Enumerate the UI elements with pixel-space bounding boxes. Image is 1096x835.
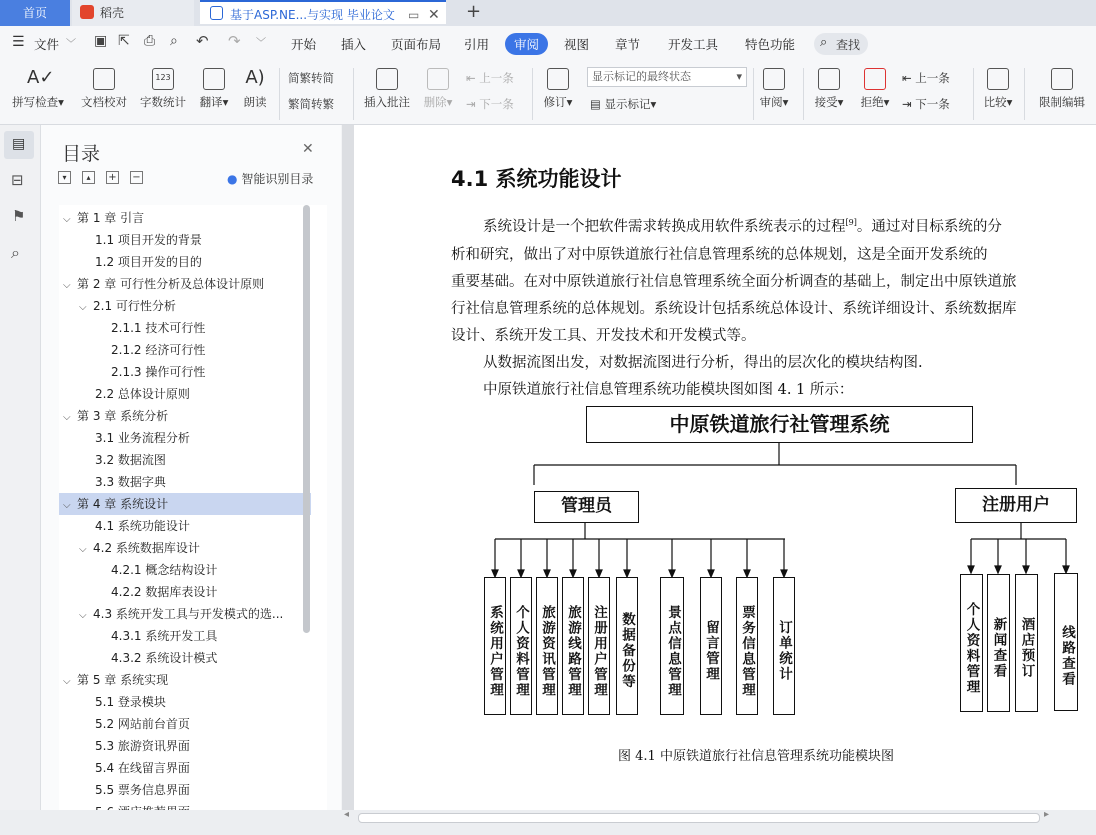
next-label: 下一条	[479, 97, 514, 111]
toc-item-label: 5.5 票务信息界面	[95, 783, 190, 797]
toc-icon: ▤	[12, 136, 26, 152]
print-preview-icon[interactable]: ⌕	[170, 33, 178, 49]
ribbon-divider	[973, 68, 974, 120]
toc-item-label: 2.1.3 操作可行性	[111, 365, 206, 379]
toc-item-label: 1.1 项目开发的背景	[95, 233, 202, 247]
user-module-node: 酒店预订	[1015, 574, 1038, 712]
toc-item[interactable]	[59, 273, 311, 295]
next-change-icon: ⇥	[902, 97, 916, 111]
toc-item[interactable]	[59, 669, 311, 691]
toc-item[interactable]	[59, 471, 311, 493]
scroll-right-icon[interactable]: ▸	[1044, 809, 1050, 820]
toc-item[interactable]	[59, 339, 311, 361]
tab-daoke[interactable]	[72, 0, 194, 26]
smart-toc-icon: ●	[227, 172, 238, 186]
paragraph-line: 析和研究，做出了对中原铁道旅行社信息管理系统的总体规划，这是全面开发系统的	[451, 247, 988, 263]
expand-caret-icon[interactable]: ⌵	[63, 676, 71, 687]
toc-item[interactable]	[59, 493, 311, 515]
next-icon: ⇥	[466, 97, 480, 111]
review-pane-label: 审阅	[759, 95, 783, 109]
toc-item-label: 5.4 在线留言界面	[95, 761, 190, 775]
delete-comment-label: 删除	[423, 95, 447, 109]
prev-comment-button[interactable]	[466, 70, 514, 86]
toc-scrollbar[interactable]	[303, 205, 310, 633]
scroll-left-icon[interactable]: ◂	[344, 809, 350, 820]
toc-item-label: 2.2 总体设计原则	[95, 387, 190, 401]
show-markup-label: 显示标记	[604, 97, 651, 111]
tab-document-label: 基于ASP.NE...与实现 毕业论文	[230, 8, 395, 22]
menu-developer[interactable]: 开发工具	[668, 37, 719, 52]
redo-icon[interactable]: ↷	[228, 32, 241, 50]
paragraph-line: 中原铁道旅行社信息管理系统功能模块图如图 4. 1 所示：	[483, 382, 854, 398]
toc-item[interactable]	[59, 603, 311, 625]
lock-icon	[1051, 68, 1073, 90]
search-button[interactable]	[814, 33, 868, 55]
admin-module-node: 票务信息管理	[736, 577, 758, 715]
word-count-label: 字数统计	[140, 95, 186, 109]
toc-item-label: 第 2 章 可行性分析及总体设计原则	[77, 277, 265, 291]
simp-icon: 繁	[288, 97, 300, 111]
ribbon-review	[0, 62, 1096, 125]
root-node: 中原铁道旅行社管理系统	[586, 406, 973, 443]
translate-label: 翻译	[199, 95, 223, 109]
show-markup-button[interactable]: ▤ 显示标记▾	[590, 97, 657, 111]
read-aloud-icon: A)	[245, 67, 265, 88]
revise-icon	[547, 68, 569, 90]
collapse-all-icon[interactable]: ▴	[82, 171, 95, 184]
admin-module-node: 注册用户管理	[588, 577, 610, 715]
word-count-icon: 123	[152, 68, 174, 90]
doc-proof-icon	[93, 68, 115, 90]
toc-item-label: 4.3 系统开发工具与开发模式的选...	[93, 607, 284, 621]
trad-to-simp-button[interactable]	[288, 70, 334, 86]
ribbon-divider	[803, 68, 804, 120]
menu-bar	[0, 26, 1096, 62]
close-tab-icon[interactable]: ✕	[428, 7, 440, 23]
menu-insert[interactable]: 插入	[341, 37, 367, 52]
next-change-label: 下一条	[915, 97, 950, 111]
export-icon[interactable]: ⇱	[118, 33, 130, 49]
daoke-logo-icon	[80, 5, 94, 19]
paragraph-text: 。通过对目标系统的分	[856, 219, 1002, 235]
toc-item[interactable]	[59, 207, 311, 229]
next-comment-button[interactable]	[466, 96, 514, 112]
citation: [9]	[845, 218, 857, 228]
toc-nav-button[interactable]	[4, 131, 34, 159]
toc-item[interactable]	[59, 625, 311, 647]
toc-item[interactable]	[59, 317, 311, 339]
ribbon-divider	[279, 68, 280, 120]
toc-item-label: 4.2.1 概念结构设计	[111, 563, 218, 577]
review-pane-button[interactable]: 审阅▾	[756, 68, 792, 110]
restrict-edit-button[interactable]	[1034, 68, 1090, 110]
toc-item-label: 5.3 旅游资讯界面	[95, 739, 190, 753]
toc-item[interactable]	[59, 295, 311, 317]
close-icon[interactable]: ✕	[302, 141, 314, 157]
menu-page-layout[interactable]: 页面布局	[391, 37, 442, 52]
hamburger-icon[interactable]: ☰	[12, 34, 25, 50]
toc-item[interactable]	[59, 229, 311, 251]
review-pane-icon	[763, 68, 785, 90]
show-markup-icon: ▤	[590, 97, 605, 111]
toc-item-label: 3.2 数据流图	[95, 453, 166, 467]
quick-access-more-icon[interactable]: ﹀	[256, 38, 266, 49]
chevron-down-icon: ▾	[736, 70, 742, 83]
admin-module-node: 旅游资讯管理	[536, 577, 558, 715]
restrict-edit-label: 限制编辑	[1039, 95, 1085, 109]
paragraph-text: 系统设计是一个把软件需求转换成用软件系统表示的过程	[483, 219, 846, 235]
ribbon-divider	[753, 68, 754, 120]
toc-item[interactable]	[59, 427, 311, 449]
chapter-nav-icon[interactable]: ⊟	[11, 171, 24, 189]
expand-caret-icon[interactable]: ⌵	[63, 412, 71, 423]
toc-item-label: 2.1.2 经济可行性	[111, 343, 206, 357]
toc-item-label: 4.1 系统功能设计	[95, 519, 190, 533]
insert-comment-label: 插入批注	[364, 95, 410, 109]
toc-item-label: 1.2 项目开发的目的	[95, 255, 202, 269]
accept-label: 接受	[814, 95, 838, 109]
toc-item-label: 2.1 可行性分析	[93, 299, 176, 313]
scroll-thumb[interactable]	[358, 813, 1040, 823]
menu-special[interactable]: 特色功能	[745, 37, 796, 52]
read-aloud-button[interactable]	[238, 68, 272, 110]
prev-change-label: 上一条	[915, 71, 950, 85]
prev-icon: ⇤	[466, 71, 480, 85]
doc-proof-button[interactable]	[76, 68, 132, 110]
undo-icon[interactable]: ↶	[196, 32, 209, 50]
admin-module-node: 景点信息管理	[660, 577, 684, 715]
figure-caption: 图 4.1 中原铁道旅行社信息管理系统功能模块图	[618, 749, 894, 764]
toc-item-label: 3.1 业务流程分析	[95, 431, 190, 445]
revise-label: 修订	[543, 95, 567, 109]
compare-label: 比较	[983, 95, 1007, 109]
reject-icon	[864, 68, 886, 90]
save-icon[interactable]: ▣	[94, 33, 108, 49]
toc-item-label: 4.3.1 系统开发工具	[111, 629, 218, 643]
doc-proof-label: 文档校对	[81, 95, 127, 109]
toc-item-label: 2.1.1 技术可行性	[111, 321, 206, 335]
expand-caret-icon[interactable]: ⌵	[79, 544, 87, 555]
toc-item[interactable]	[59, 581, 311, 603]
navigation-strip	[0, 125, 41, 825]
toc-item-label: 第 3 章 系统分析	[77, 409, 169, 423]
toc-item[interactable]	[59, 405, 311, 427]
translate-button[interactable]: 翻译▾	[194, 68, 234, 110]
expand-caret-icon[interactable]: ⌵	[79, 302, 87, 313]
module-diagram	[354, 125, 1096, 810]
word-count-button[interactable]	[136, 68, 190, 110]
smart-toc-label: 智能识别目录	[241, 172, 314, 186]
read-aloud-label: 朗读	[243, 95, 267, 109]
spell-check-button[interactable]: A✓ 拼写检查▾	[12, 67, 64, 109]
toc-title: 目录	[62, 143, 101, 165]
trad-icon: 简	[288, 71, 300, 85]
toc-item-label: 5.2 网站前台首页	[95, 717, 190, 731]
toc-item[interactable]	[59, 735, 311, 757]
ribbon-divider	[532, 68, 533, 120]
next-change-button[interactable]	[902, 96, 950, 112]
admin-node: 管理员	[534, 491, 639, 523]
simp-label: 简转繁	[299, 97, 334, 111]
prev-label: 上一条	[479, 71, 514, 85]
word-doc-icon	[210, 6, 223, 20]
revise-button[interactable]: 修订▾	[538, 68, 578, 110]
toc-item[interactable]	[59, 691, 311, 713]
toc-item-label: 3.3 数据字典	[95, 475, 166, 489]
accept-button[interactable]: 接受▾	[810, 68, 848, 110]
tab-bar	[0, 0, 1096, 26]
reject-label: 拒绝	[860, 95, 884, 109]
toc-item[interactable]	[59, 383, 311, 405]
paragraph-line: 设计、系统开发工具、开发技术和开发模式等。	[451, 328, 756, 344]
toc-item-label: 4.2 系统数据库设计	[93, 541, 200, 555]
toc-item-label: 第 5 章 系统实现	[77, 673, 169, 687]
admin-module-node: 系统用户管理	[484, 577, 506, 715]
toc-item[interactable]	[59, 647, 311, 669]
toc-panel	[41, 125, 341, 825]
remove-heading-icon[interactable]: −	[130, 171, 143, 184]
delete-comment-button[interactable]: 删除▾	[418, 68, 458, 110]
tab-daoke-label: 稻壳	[100, 6, 125, 20]
expand-caret-icon[interactable]: ⌵	[63, 214, 71, 225]
admin-module-node: 数据备份等	[616, 577, 638, 715]
tab-document[interactable]	[200, 0, 446, 24]
trad-label: 繁转简	[299, 71, 334, 85]
toc-item-label: 第 4 章 系统设计	[77, 497, 169, 511]
toc-item[interactable]	[59, 779, 311, 801]
toc-item[interactable]	[59, 559, 311, 581]
section-heading: 4.1 系统功能设计	[451, 167, 622, 191]
horizontal-scrollbar[interactable]	[0, 810, 1096, 835]
toc-item[interactable]	[59, 713, 311, 735]
file-menu[interactable]: 文件	[34, 37, 60, 52]
toc-item[interactable]	[59, 537, 311, 559]
toc-list	[59, 205, 327, 817]
toc-item[interactable]	[59, 515, 311, 537]
accept-icon	[818, 68, 840, 90]
compare-icon	[987, 68, 1009, 90]
expand-caret-icon[interactable]: ⌵	[63, 280, 71, 291]
toc-item-label: 5.1 登录模块	[95, 695, 166, 709]
toc-item-label: 4.3.2 系统设计模式	[111, 651, 218, 665]
user-module-node: 新闻查看	[987, 574, 1010, 712]
expand-all-icon[interactable]: ▾	[58, 171, 71, 184]
translate-icon	[203, 68, 225, 90]
diagram-connectors	[354, 125, 1096, 810]
admin-module-node: 订单统计	[773, 577, 795, 715]
ribbon-divider	[353, 68, 354, 120]
smart-toc-button[interactable]	[227, 170, 313, 187]
document-page[interactable]	[354, 125, 1096, 810]
paragraph-line: 从数据流图出发，对数据流图进行分析，得出的层次化的模块结构图.	[483, 355, 923, 371]
toc-item[interactable]	[59, 757, 311, 779]
paragraph-line: 重要基础。在对中原铁道旅行社信息管理系统全面分析调查的基础上，制定出中原铁道旅	[451, 274, 1017, 290]
insert-comment-icon	[376, 68, 398, 90]
menu-view[interactable]: 视图	[564, 37, 590, 52]
spell-check-label: 拼写检查	[12, 95, 59, 109]
menu-start[interactable]: 开始	[291, 37, 317, 52]
expand-caret-icon[interactable]: ⌵	[63, 500, 71, 511]
toc-item-label: 第 1 章 引言	[77, 211, 145, 225]
window-mode-icon[interactable]: ▭	[408, 8, 420, 22]
print-icon[interactable]: ⎙	[144, 33, 156, 49]
delete-comment-icon	[427, 68, 449, 90]
prev-change-icon: ⇤	[902, 71, 916, 85]
menu-review[interactable]: 审阅	[505, 33, 548, 55]
admin-module-node: 留言管理	[700, 577, 722, 715]
admin-module-node: 个人资料管理	[510, 577, 532, 715]
toc-item[interactable]	[59, 361, 311, 383]
add-heading-icon[interactable]: +	[106, 171, 119, 184]
simp-to-trad-button[interactable]	[288, 96, 334, 112]
markup-state-select[interactable]	[587, 67, 747, 87]
paragraph-line: 行社信息管理系统的总体规划。系统设计包括系统总体设计、系统详细设计、系统数据库	[451, 301, 1017, 317]
user-module-node: 个人资料管理	[960, 574, 983, 712]
search-icon[interactable]: ⌕	[11, 243, 20, 262]
expand-caret-icon[interactable]: ⌵	[79, 610, 87, 621]
reject-button[interactable]: 拒绝▾	[856, 68, 894, 110]
markup-state-value: 显示标记的最终状态	[592, 70, 691, 83]
tab-home[interactable]: 首页	[0, 0, 70, 26]
toc-item[interactable]	[59, 449, 311, 471]
menu-reference[interactable]: 引用	[464, 37, 490, 52]
user-node: 注册用户	[955, 488, 1077, 523]
menu-chapter[interactable]: 章节	[615, 37, 641, 52]
compare-button[interactable]: 比较▾	[980, 68, 1016, 110]
user-module-node: 线路查看	[1054, 573, 1078, 711]
search-label: 查找	[836, 38, 861, 52]
bookmark-icon[interactable]: ⚑	[12, 207, 26, 225]
new-tab-icon[interactable]: +	[466, 1, 482, 22]
toc-item[interactable]	[59, 251, 311, 273]
insert-comment-button[interactable]	[360, 68, 414, 110]
search-icon: ⌕	[820, 35, 828, 50]
prev-change-button[interactable]	[902, 70, 950, 86]
chevron-down-icon[interactable]: ﹀	[66, 39, 76, 50]
ribbon-divider	[1024, 68, 1025, 120]
admin-module-node: 旅游线路管理	[562, 577, 584, 715]
spell-check-icon: A✓	[27, 67, 55, 88]
toc-item-label: 4.2.2 数据库表设计	[111, 585, 218, 599]
